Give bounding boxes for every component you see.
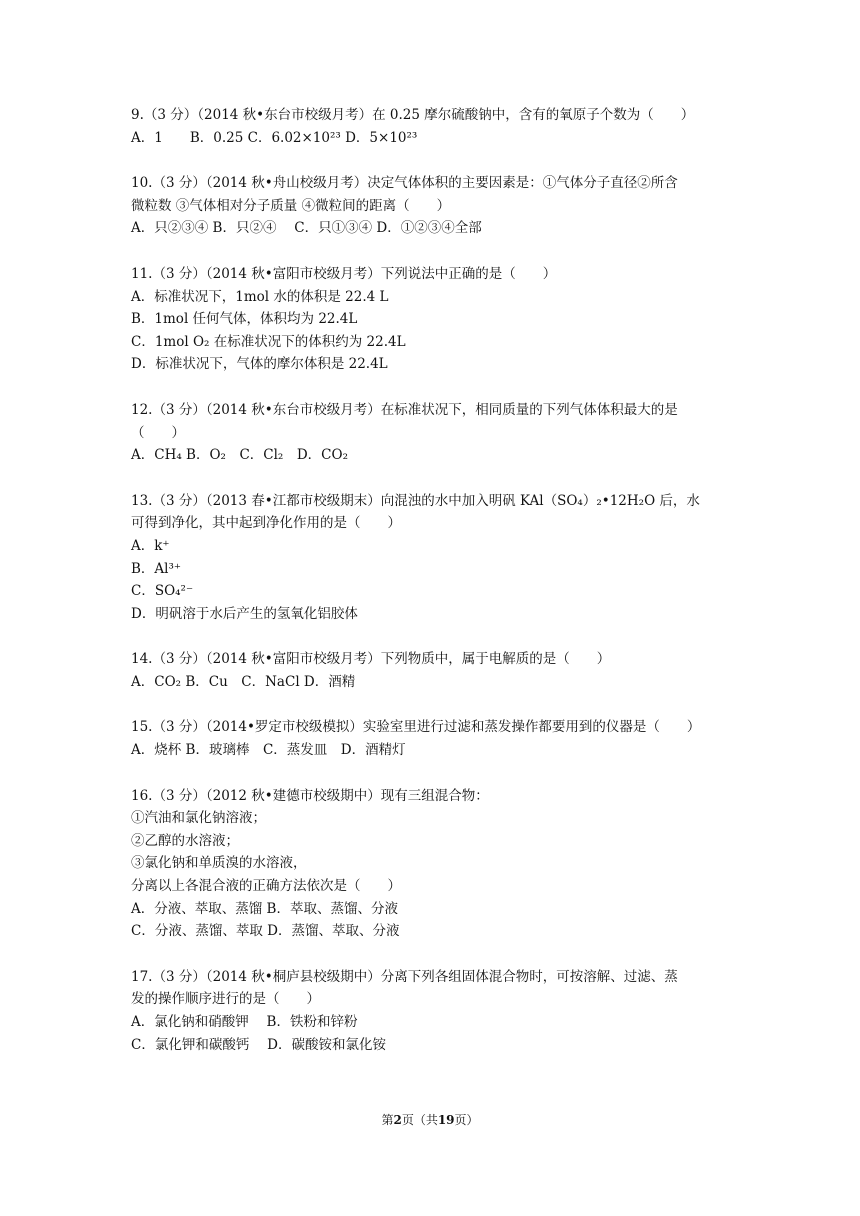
question-line: A．分液、萃取、蒸馏 B．萃取、蒸馏、分液 bbox=[131, 900, 398, 917]
question-line: ①汽油和氯化钠溶液； bbox=[131, 810, 266, 827]
question-line: A．标准状况下，1mol 水的体积是 22.4 L bbox=[131, 288, 389, 305]
question-line: 12.（3 分）（2014 秋•东台市校级月考）在标准状况下，相同质量的下列气体体积最大的是 bbox=[131, 401, 678, 418]
question-line: A．k⁺ bbox=[131, 537, 170, 554]
footer-suffix: 页） bbox=[454, 1113, 479, 1127]
question-line: 16.（3 分）（2012 秋•建德市校级期中）现有三组混合物： bbox=[131, 787, 489, 804]
question-14 bbox=[131, 648, 741, 693]
question-line: 10.（3 分）（2014 秋•舟山校级月考）决定气体体积的主要因素是：①气体分子直径②所含 bbox=[131, 175, 678, 192]
question-line: C．SO₄²⁻ bbox=[131, 583, 194, 600]
question-15 bbox=[131, 716, 741, 761]
question-line: B．Al³⁺ bbox=[131, 560, 182, 577]
footer-middle: 页（共 bbox=[401, 1113, 438, 1127]
question-line: 13.（3 分）（2013 春•江都市校级期末）向混浊的水中加入明矾 KAl（SO₄）₂•12H₂O 后，水 bbox=[131, 492, 700, 509]
question-line: A．CH₄ B．O₂ C．Cl₂ D．CO₂ bbox=[131, 447, 348, 464]
question-line: 9.（3 分）（2014 秋•东台市校级月考）在 0.25 摩尔硫酸钠中，含有的氧原子个数为（ ） bbox=[131, 107, 695, 123]
question-line: 15.（3 分）（2014•罗定市校级模拟）实验室里进行过滤和蒸发操作都要用到的仪器是（ ） bbox=[131, 719, 701, 736]
question-line: D．明矾溶于水后产生的氢氧化铝胶体 bbox=[131, 605, 358, 622]
question-line: A．CO₂ B．Cu C．NaCl D．酒精 bbox=[131, 673, 356, 690]
question-line: 11.（3 分）（2014 秋•富阳市校级月考）下列说法中正确的是（ ） bbox=[131, 265, 557, 282]
question-line: A．烧杯 B．玻璃棒 C．蒸发皿 D．酒精灯 bbox=[131, 742, 406, 759]
footer-total-pages: 19 bbox=[437, 1113, 455, 1127]
question-10 bbox=[131, 172, 741, 240]
question-line: B．1mol 任何气体，体积均为 22.4L bbox=[131, 311, 358, 328]
question-line: D．标准状况下，气体的摩尔体积是 22.4L bbox=[131, 356, 388, 373]
question-list bbox=[131, 104, 741, 1079]
question-line: C．氯化钾和碳酸钙 D．碳酸铵和氯化铵 bbox=[131, 1036, 386, 1053]
question-9 bbox=[131, 104, 741, 149]
question-17 bbox=[131, 966, 741, 1056]
question-13 bbox=[131, 490, 741, 626]
page-footer bbox=[0, 1111, 860, 1129]
question-line: ③氯化钠和单质溴的水溶液， bbox=[131, 855, 307, 872]
question-line: 可得到净化，其中起到净化作用的是（ ） bbox=[131, 515, 401, 532]
question-line: A．1 B．0.25 C．6.02×10²³ D．5×10²³ bbox=[131, 129, 418, 146]
footer-page-number: 2 bbox=[393, 1113, 402, 1127]
question-16 bbox=[131, 785, 741, 943]
question-line: 14.（3 分）（2014 秋•富阳市校级月考）下列物质中，属于电解质的是（ ） bbox=[131, 651, 611, 668]
question-line: A．只②③④ B．只②④ C．只①③④ D．①②③④全部 bbox=[131, 220, 482, 237]
question-line: 发的操作顺序进行的是（ ） bbox=[131, 991, 320, 1008]
question-line: A．氯化钠和硝酸钾 B．铁粉和锌粉 bbox=[131, 1014, 358, 1030]
question-line: （ ） bbox=[131, 424, 185, 441]
question-line: 分离以上各混合液的正确方法依次是（ ） bbox=[131, 878, 401, 895]
question-12 bbox=[131, 399, 741, 467]
question-line: C．分液、蒸馏、萃取 D．蒸馏、萃取、分液 bbox=[131, 923, 400, 940]
question-line: ②乙醇的水溶液； bbox=[131, 832, 239, 849]
question-11 bbox=[131, 263, 741, 376]
question-line: C．1mol O₂ 在标准状况下的体积约为 22.4L bbox=[131, 333, 406, 350]
question-line: 17.（3 分）（2014 秋•桐庐县校级期中）分离下列各组固体混合物时，可按溶解、过滤、蒸 bbox=[131, 968, 678, 985]
footer-prefix: 第 bbox=[381, 1113, 394, 1127]
question-line: 微粒数 ③气体相对分子质量 ④微粒间的距离（ ） bbox=[131, 197, 451, 214]
